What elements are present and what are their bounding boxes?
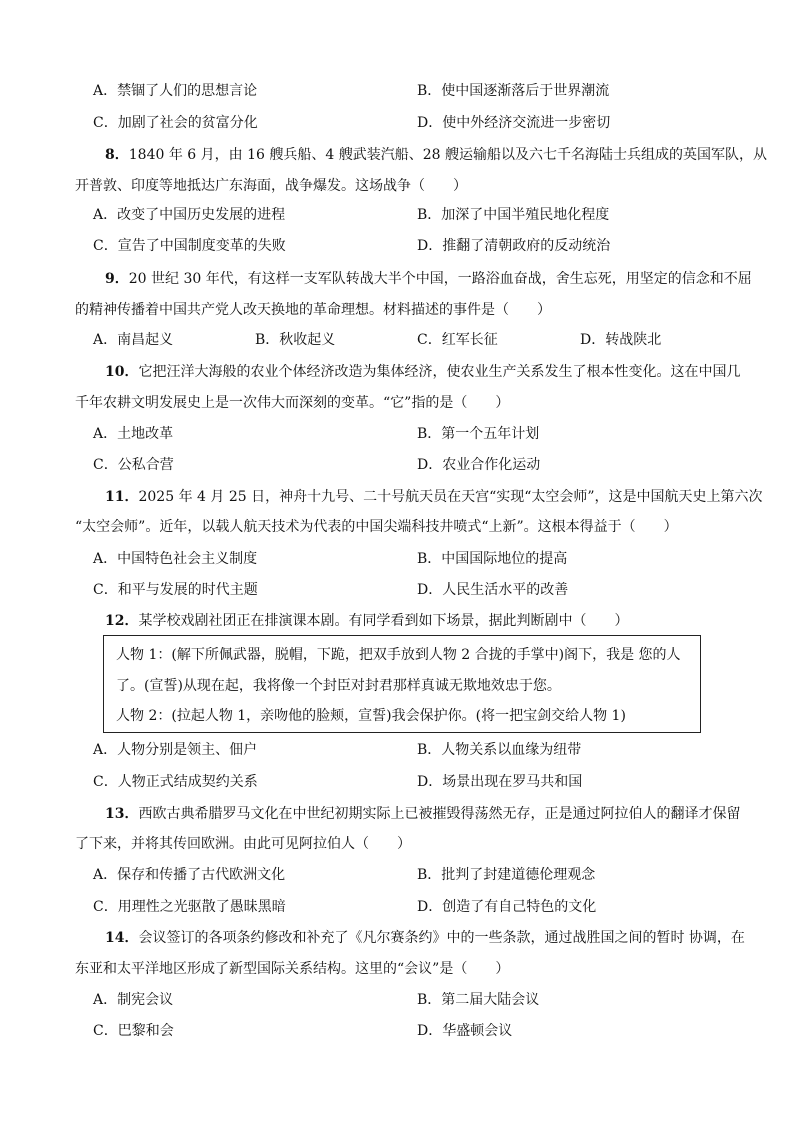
q12-option-d: D．场景出现在罗马共和国	[417, 774, 583, 790]
q14-stem-line2: 东亚和太平洋地区形成了新型国际关系结构。这里的“会议”是（ ）	[75, 961, 510, 977]
q12-option-c: C．人物正式结成契约关系	[93, 774, 258, 790]
q11-number: 11．	[105, 489, 139, 505]
q9-option-a: A．南昌起义	[93, 332, 174, 348]
q11-option-d: D．人民生活水平的改善	[417, 582, 569, 598]
q11-option-c: C．和平与发展的时代主题	[93, 582, 258, 598]
q8-option-a: A．改变了中国历史发展的进程	[93, 207, 286, 223]
q7-option-c: C．加剧了社会的贫富分化	[93, 115, 258, 131]
q10-option-a: A．土地改革	[93, 426, 174, 442]
q10-option-b: B．第一个五年计划	[417, 426, 540, 442]
q7-option-b: B．使中国逐渐落后于世界潮流	[417, 83, 610, 99]
q11-stem-line1: 11．2025 年 4 月 25 日，神舟十九号、二十号航天员在天宫“实现“太空会师”，这是中国航天史上第六次	[105, 489, 763, 505]
q12-stem-line1: 12．某学校戏剧社团正在排演课本剧。有同学看到如下场景，据此判断剧中（ ）	[105, 613, 629, 629]
q7-option-d: D．使中外经济交流进一步密切	[417, 115, 611, 131]
q8-option-b: B．加深了中国半殖民地化程度	[417, 207, 610, 223]
q10-option-c: C．公私合营	[93, 457, 174, 473]
q14-option-b: B．第二届大陆会议	[417, 992, 540, 1008]
q10-stem-line2: 千年农耕文明发展史上是一次伟大而深刻的变革。“它”指的是（ ）	[75, 395, 510, 411]
q9-option-b: B．秋收起义	[255, 332, 336, 348]
q12-option-a: A．人物分别是领主、佃户	[93, 742, 258, 758]
q8-stem-line2: 开普敦、印度等地抵达广东海面，战争爆发。这场战争（ ）	[75, 178, 467, 194]
q14-number: 14．	[105, 930, 139, 946]
q9-option-d: D．转战陕北	[580, 332, 662, 348]
q9-number: 9．	[105, 271, 129, 287]
q12-number: 12．	[105, 613, 139, 629]
q13-stem-line1: 13．西欧古典希腊罗马文化在中世纪初期实际上已被摧毁得荡然无存，正是通过阿拉伯人的翻译才保留	[105, 806, 741, 822]
q9-stem-line2: 的精神传播着中国共产党人改天换地的革命理想。材料描述的事件是（ ）	[75, 302, 551, 318]
q14-option-a: A．制宪会议	[93, 992, 174, 1008]
q10-stem-line1: 10．它把汪洋大海般的农业个体经济改造为集体经济，使农业生产关系发生了根本性变化。这在中国几	[105, 364, 741, 380]
q10-option-d: D．农业合作化运动	[417, 457, 541, 473]
q8-option-d: D．推翻了清朝政府的反动统治	[417, 238, 611, 254]
q11-option-b: B．中国国际地位的提高	[417, 551, 568, 567]
q12-scene-box	[103, 635, 701, 733]
q12-option-b: B．人物关系以血缘为纽带	[417, 742, 582, 758]
q9-stem-line1: 9．20 世纪 30 年代，有这样一支军队转战大半个中国，一路浴血奋战，舍生忘死，用坚定的信念和不屈	[105, 271, 752, 287]
q8-number: 8．	[105, 147, 129, 163]
q13-option-d: D．创造了有自己特色的文化	[417, 899, 597, 915]
q13-option-a: A．保存和传播了古代欧洲文化	[93, 867, 286, 883]
q8-stem-line1: 8．1840 年 6 月，由 16 艘兵船、4 艘武装汽船、28 艘运输船以及六七千名海陆士兵组成的英国军队，从	[105, 147, 767, 163]
q7-option-a: A．禁锢了人们的思想言论	[93, 83, 258, 99]
q12-scene-line3: 人物 2：(拉起人物 1，亲吻他的脸颊，宣誓)我会保护你。(将一把宝剑交给人物 1)	[116, 708, 626, 724]
q13-option-c: C．用理性之光驱散了愚昧黑暗	[93, 899, 286, 915]
q11-stem-line2: “太空会师”。近年，以载人航天技术为代表的中国尖端科技井喷式“上新”。这根本得益于（ ）	[75, 519, 678, 535]
q14-stem-line1: 14．会议签订的各项条约修改和补充了《凡尔赛条约》中的一些条款，通过战胜国之间的暂时 协调，在	[105, 930, 745, 946]
q10-number: 10．	[105, 364, 139, 380]
q14-option-c: C．巴黎和会	[93, 1023, 174, 1039]
q11-option-a: A．中国特色社会主义制度	[93, 551, 258, 567]
q14-option-d: D．华盛顿会议	[417, 1023, 513, 1039]
q13-option-b: B．批判了封建道德伦理观念	[417, 867, 596, 883]
q12-scene-line2: 了。(宣誓)从现在起，我将像一个封臣对封君那样真诚无欺地效忠于您。	[116, 678, 561, 694]
q13-stem-line2: 了下来，并将其传回欧洲。由此可见阿拉伯人（ ）	[75, 836, 411, 852]
q9-option-c: C．红军长征	[417, 332, 498, 348]
q12-scene-line1: 人物 1：(解下所佩武器，脱帽，下跪，把双手放到人物 2 合拢的手掌中)阁下，我是 您的人	[116, 647, 681, 663]
q13-number: 13．	[105, 806, 139, 822]
q8-option-c: C．宣告了中国制度变革的失败	[93, 238, 286, 254]
